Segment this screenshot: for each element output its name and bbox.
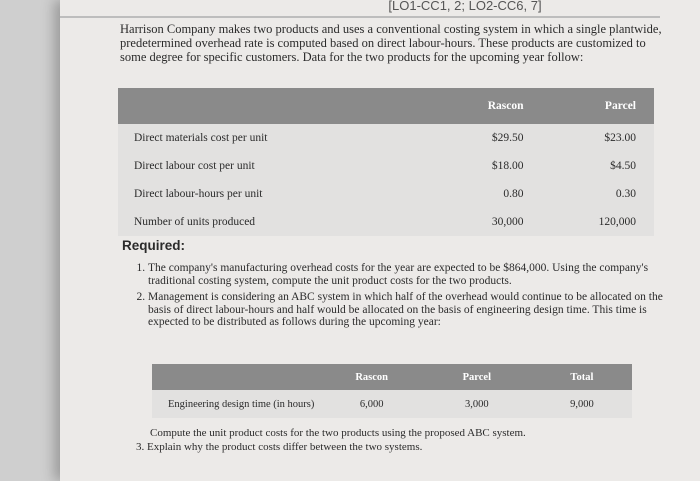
question-2-followup: Compute the unit product costs for the two products using the proposed ABC system.	[150, 427, 526, 439]
row-label: Direct labour cost per unit	[118, 152, 421, 180]
question-2: 2. Management is considering an ABC system in which half of the overhead would continue to be allocated on the basis of direct labour-hours and half would be allocated on the basis of engineering design time. This time is expected to be distributed as follows during the upcoming year:	[148, 291, 688, 329]
parcel-value: $4.50	[533, 152, 654, 180]
table-row	[118, 152, 654, 180]
question-list	[130, 262, 688, 333]
table-row	[118, 208, 654, 236]
rascon-value: 30,000	[421, 208, 533, 236]
table-row	[152, 390, 632, 418]
parcel-value: $23.00	[533, 124, 654, 152]
table2-header-total: Total	[532, 364, 632, 390]
table2-header-rascon: Rascon	[321, 364, 421, 390]
rascon-value: 0.80	[421, 180, 533, 208]
parcel-value: 3,000	[422, 390, 532, 418]
question-3: 3. Explain why the product costs differ between the two systems.	[136, 441, 423, 453]
rascon-value: $18.00	[421, 152, 533, 180]
table-row	[118, 124, 654, 152]
table1-header-parcel: Parcel	[533, 88, 654, 124]
parcel-value: 0.30	[533, 180, 654, 208]
total-value: 9,000	[532, 390, 632, 418]
question-1: 1. The company's manufacturing overhead costs for the year are expected to be $864,000. Using the company's traditional costing system, compute the unit product costs for the two products.	[148, 262, 688, 287]
problem-intro: Harrison Company makes two products and uses a conventional costing system in which a single plantwide, predetermined overhead rate is computed based on direct labour-hours. These products are customized to some degree for specific customers. Data for the two products for the upcoming year follow:	[120, 22, 662, 64]
parcel-value: 120,000	[533, 208, 654, 236]
table-row	[118, 180, 654, 208]
table1-blank-header	[118, 88, 421, 124]
rascon-value: $29.50	[421, 124, 533, 152]
row-label: Direct materials cost per unit	[118, 124, 421, 152]
row-label: Engineering design time (in hours)	[152, 390, 321, 418]
required-heading: Required:	[122, 238, 186, 253]
row-label: Direct labour-hours per unit	[118, 180, 421, 208]
row-label: Number of units produced	[118, 208, 421, 236]
engineering-time-table	[152, 364, 632, 418]
divider	[60, 16, 660, 18]
product-data-table	[118, 88, 654, 236]
section-reference: [LO1-CC1, 2; LO2-CC6, 7]	[388, 0, 542, 13]
table2-blank-header	[152, 364, 321, 390]
table2-header-parcel: Parcel	[422, 364, 532, 390]
table1-header-rascon: Rascon	[421, 88, 533, 124]
rascon-value: 6,000	[321, 390, 421, 418]
